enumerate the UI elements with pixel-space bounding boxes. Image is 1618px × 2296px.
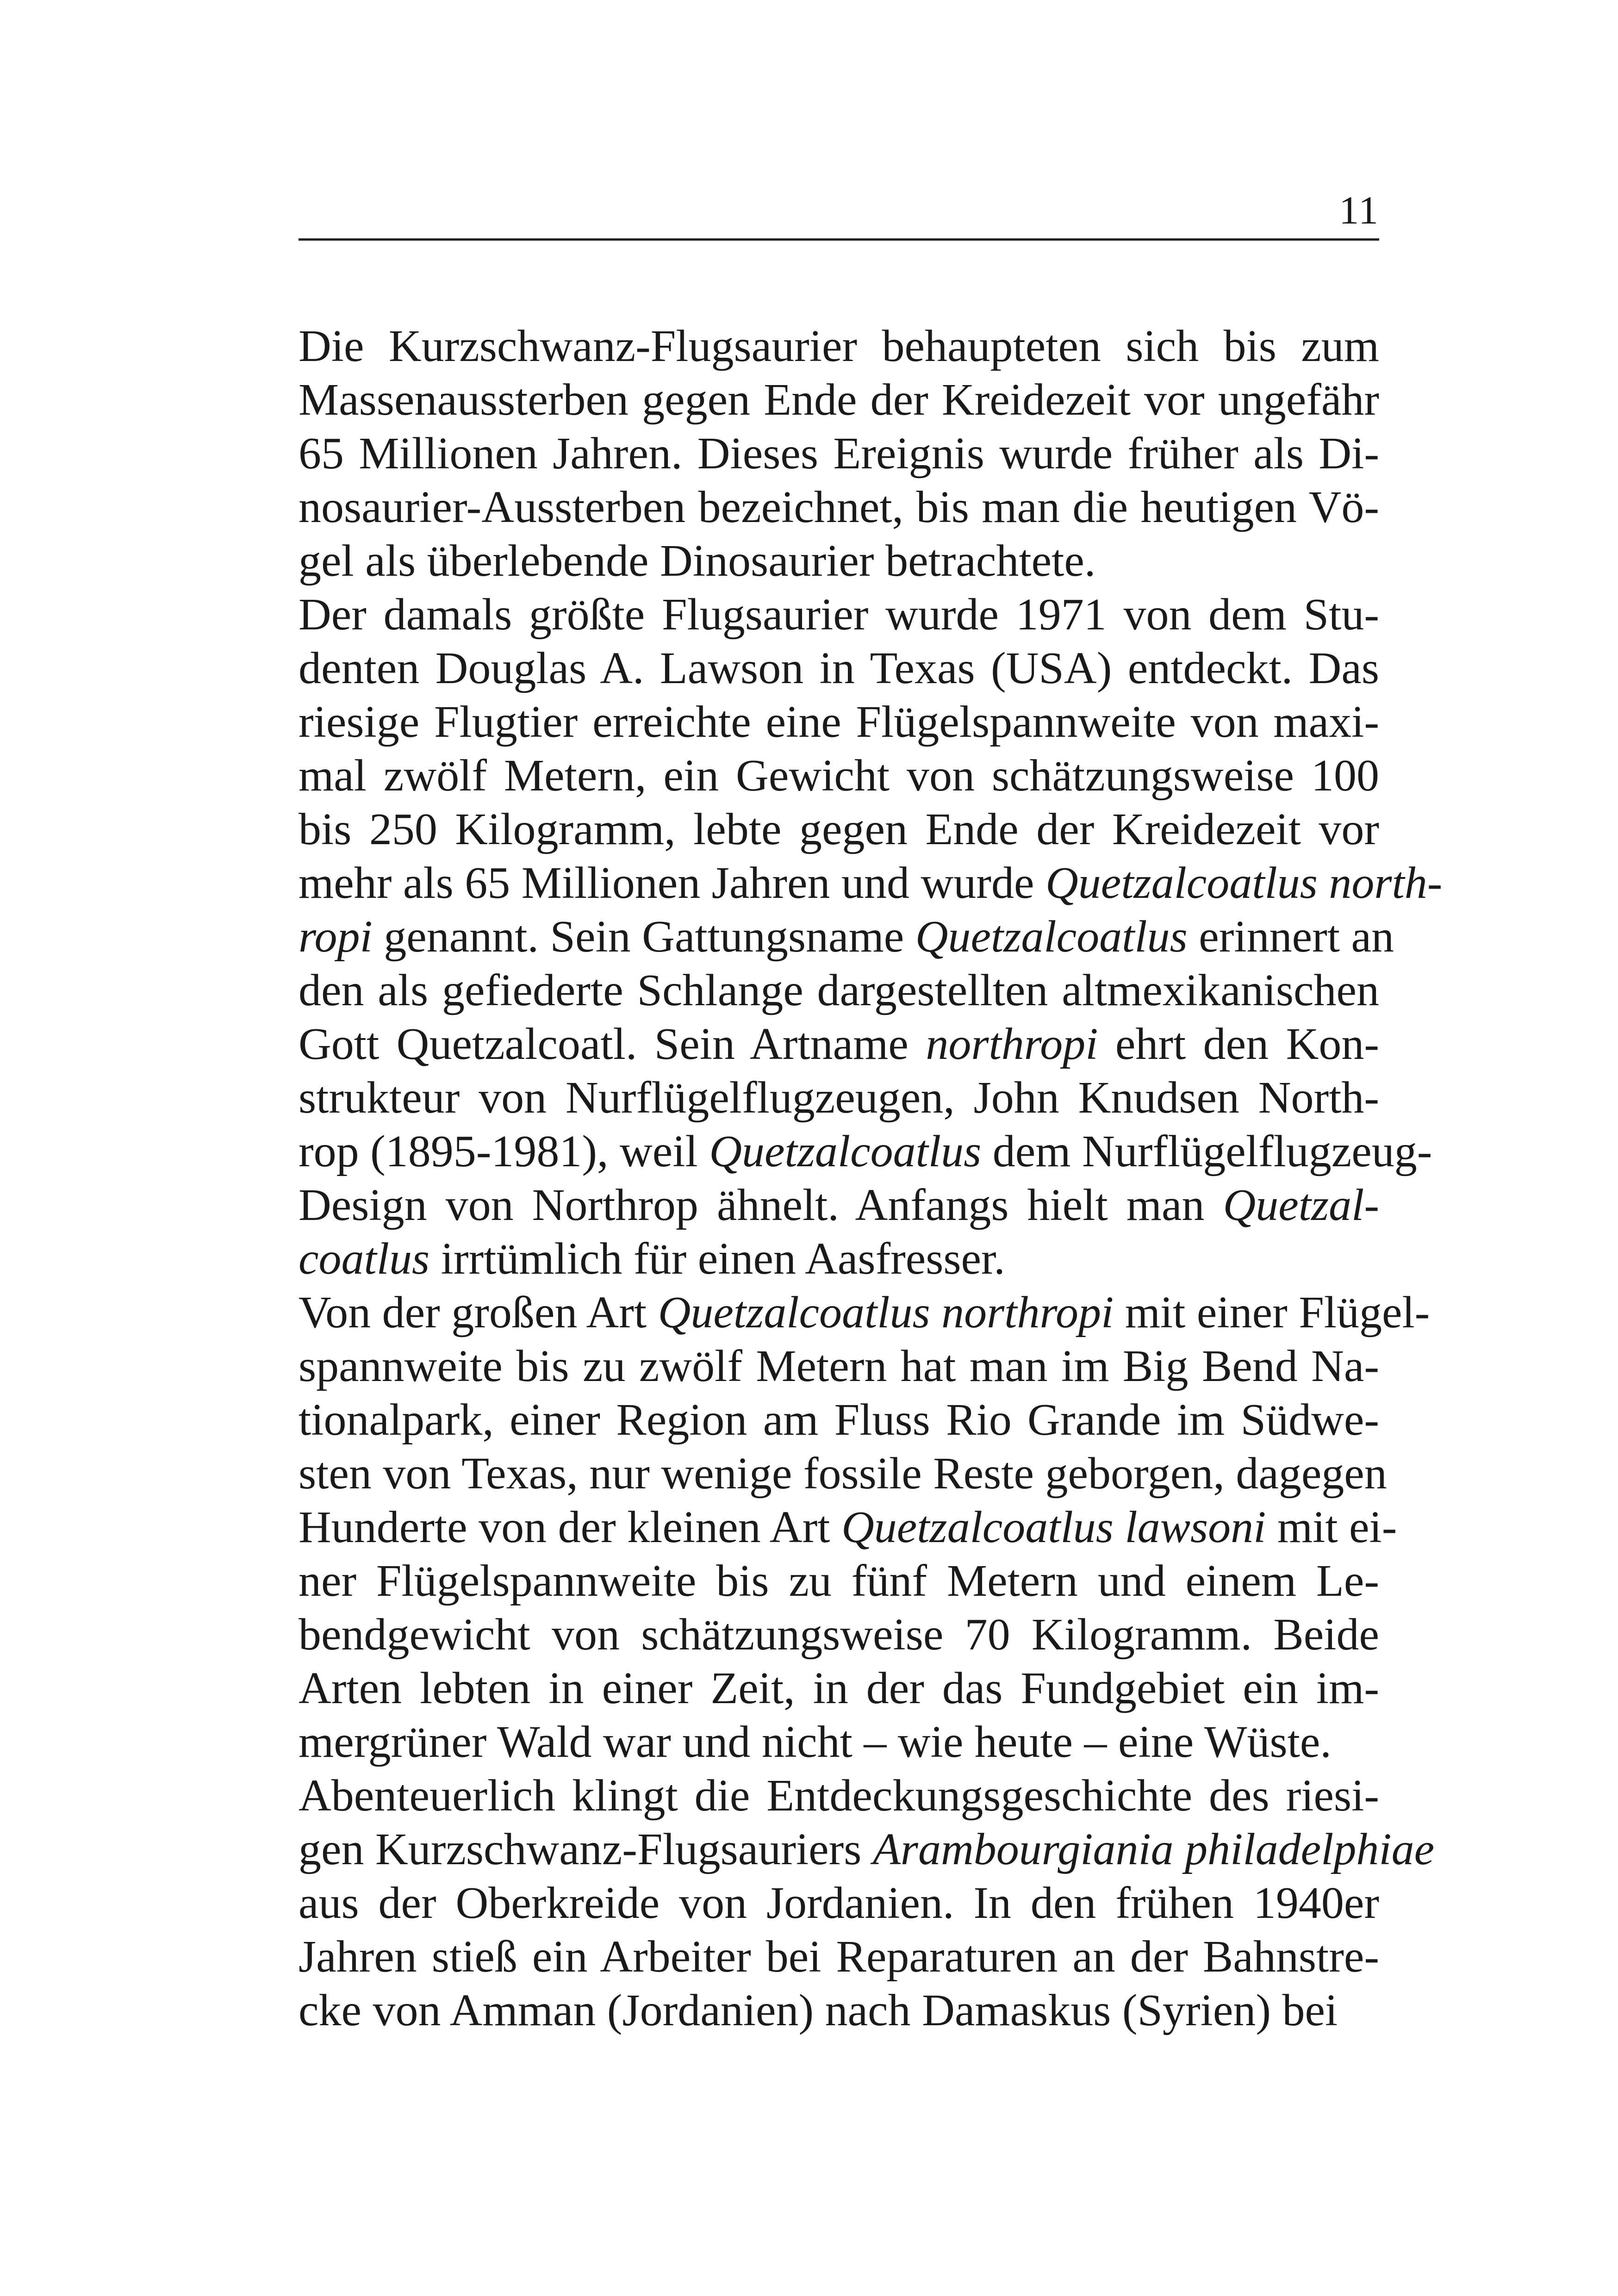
text-line (299, 641, 1379, 695)
text-line (299, 1823, 1435, 1876)
text-run: Arten lebten in einer Zeit, in der das Fundgebiet ein im- (299, 1663, 1379, 1713)
body-text (299, 319, 1443, 2037)
text-run: bendgewicht von schätzungsweise 70 Kilogramm. Beide (299, 1610, 1379, 1660)
text-run: 65 Millionen Jahren. Dieses Ereignis wurde früher als Di- (299, 429, 1379, 479)
text-run: Die Kurzschwanz-Flugsaurier behaupteten sich bis zum (299, 321, 1379, 371)
text-run: Massenaussterben gegen Ende der Kreidezeit vor ungefähr (299, 375, 1379, 425)
text-line (299, 803, 1379, 856)
text-run: irrtümlich für einen Aasfresser. (429, 1234, 1005, 1284)
text-line (299, 695, 1379, 749)
text-run: Hunderte von der kleinen Art (299, 1502, 841, 1552)
text-run: mit einer Flügel- (1114, 1288, 1430, 1338)
text-run: aus der Oberkreide von Jordanien. In den frühen 1940er (299, 1878, 1379, 1928)
italic-term: Quetzalcoatlus (709, 1126, 982, 1176)
text-run: denten Douglas A. Lawson in Texas (USA) entdeckt. Das (299, 643, 1379, 693)
text-run: rop (1895-1981), weil (299, 1126, 709, 1176)
text-line (299, 1017, 1379, 1071)
italic-term: Quetzalcoatlus northropi (658, 1288, 1114, 1338)
text-run: gel als überlebende Dinosaurier betrachtete. (299, 536, 1096, 586)
italic-term: Quetzal- (1223, 1180, 1379, 1230)
page-number: 11 (1339, 188, 1379, 232)
text-line (299, 1178, 1379, 1232)
text-line (299, 1232, 1379, 1286)
text-run: Der damals größte Flugsaurier wurde 1971 von dem Stu- (299, 590, 1379, 640)
text-line (299, 373, 1379, 427)
text-run: sten von Texas, nur wenige fossile Reste geborgen, dagegen (299, 1449, 1387, 1499)
text-run: ehrt den Kon- (1098, 1019, 1379, 1069)
text-line (299, 1554, 1379, 1608)
text-run: strukteur von Nurflügelflugzeugen, John Knudsen North- (299, 1073, 1379, 1123)
text-line (299, 1930, 1379, 1984)
text-run: spannweite bis zu zwölf Metern hat man im Big Bend Na- (299, 1341, 1379, 1391)
text-line (299, 1608, 1379, 1661)
italic-term: Quetzalcoatlus (915, 912, 1188, 962)
text-line (299, 427, 1379, 480)
text-line (299, 534, 1379, 588)
text-run: Design von Northrop ähnelt. Anfangs hielt man (299, 1180, 1223, 1230)
text-run: mehr als 65 Millionen Jahren und wurde (299, 858, 1045, 908)
text-line (299, 480, 1379, 534)
text-run: bis 250 Kilogramm, lebte gegen Ende der Kreidezeit vor (299, 804, 1379, 854)
page-header (299, 183, 1379, 241)
text-run: Abenteuerlich klingt die Entdeckungsgeschichte des riesi- (299, 1771, 1379, 1821)
text-line (299, 964, 1379, 1017)
italic-term: Quetzalcoatlus north- (1045, 858, 1443, 908)
text-run: gen Kurzschwanz-Flugsauriers (299, 1824, 873, 1874)
text-line (299, 1286, 1430, 1339)
italic-term: coatlus (299, 1234, 430, 1284)
text-line (299, 1500, 1397, 1554)
text-line (299, 1769, 1379, 1823)
italic-term: ropi (299, 912, 373, 962)
text-line (299, 1984, 1379, 2037)
text-line (299, 1125, 1432, 1178)
text-run: den als gefiederte Schlange dargestellten altmexikanischen (299, 965, 1379, 1015)
text-line (299, 1447, 1387, 1500)
text-run: Jahren stieß ein Arbeiter bei Reparaturen an der Bahnstre- (299, 1932, 1379, 1982)
text-line (299, 588, 1379, 641)
text-line (299, 1339, 1379, 1393)
text-run: cke von Amman (Jordanien) nach Damaskus (Syrien) bei (299, 1985, 1338, 2035)
italic-term: Arambourgiania philadelphiae (872, 1824, 1435, 1874)
italic-term: northropi (926, 1019, 1098, 1069)
text-run: Von der großen Art (299, 1288, 658, 1338)
text-line (299, 749, 1379, 803)
text-run: genannt. Sein Gattungsname (372, 912, 915, 962)
text-run: mergrüner Wald war und nicht – wie heute – eine Wüste. (299, 1717, 1332, 1767)
text-run: riesige Flugtier erreichte eine Flügelspannweite von maxi- (299, 697, 1379, 747)
text-line (299, 1661, 1379, 1715)
text-run: tionalpark, einer Region am Fluss Rio Grande im Südwe- (299, 1395, 1379, 1445)
text-run: dem Nurflügelflugzeug- (981, 1126, 1432, 1176)
text-run: ner Flügelspannweite bis zu fünf Metern und einem Le- (299, 1556, 1379, 1606)
text-line (299, 1715, 1379, 1769)
italic-term: Quetzalcoatlus lawsoni (841, 1502, 1266, 1552)
text-line (299, 319, 1379, 373)
text-line (299, 910, 1394, 964)
text-run: mit ei- (1266, 1502, 1397, 1552)
text-line (299, 1876, 1379, 1930)
text-line (299, 856, 1443, 910)
text-run: Gott Quetzalcoatl. Sein Artname (299, 1019, 926, 1069)
text-run: erinnert an (1187, 912, 1394, 962)
text-line (299, 1071, 1379, 1125)
text-run: nosaurier-Aussterben bezeichnet, bis man die heutigen Vö- (299, 482, 1379, 532)
text-run: mal zwölf Metern, ein Gewicht von schätzungsweise 100 (299, 751, 1379, 801)
text-line (299, 1393, 1379, 1447)
